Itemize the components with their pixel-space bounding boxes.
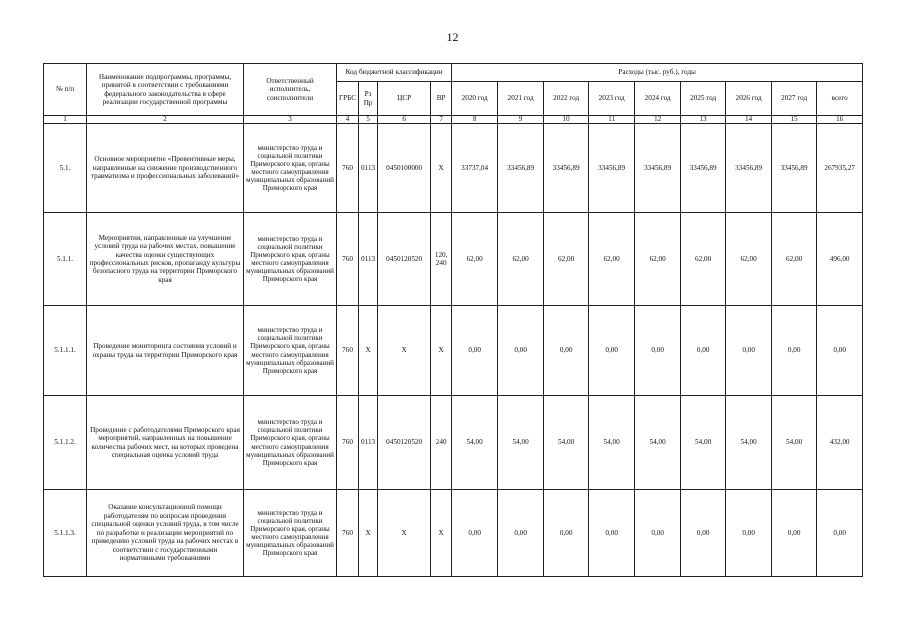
row-csr: X (378, 306, 431, 396)
row-value: 0,00 (498, 306, 544, 396)
column-number: 7 (431, 116, 452, 124)
row-vr: 240 (431, 396, 452, 490)
row-value: 0,00 (452, 306, 498, 396)
row-value: 0,00 (772, 306, 817, 396)
header-budget-code: Код бюджетной классификации (337, 64, 452, 82)
row-value: 0,00 (681, 490, 726, 577)
header-executor: Ответственный исполнитель, соисполнители (244, 64, 337, 116)
row-grbs: 760 (337, 124, 359, 213)
row-value: 54,00 (498, 396, 544, 490)
column-number: 8 (452, 116, 498, 124)
row-value: 33456,89 (498, 124, 544, 213)
row-number: 5.1.1.1. (44, 306, 87, 396)
row-value: 0,00 (498, 490, 544, 577)
row-vr: X (431, 306, 452, 396)
row-rzpr: 0113 (359, 396, 378, 490)
row-name: Основное мероприятие «Превентивные меры, направленные на снижение производственного травматизма и профессиональных заболеваний» (87, 124, 244, 213)
row-value: 54,00 (726, 396, 772, 490)
header-row-1 (44, 64, 863, 82)
row-rzpr: X (359, 490, 378, 577)
row-value: 0,00 (635, 490, 681, 577)
row-vr: X (431, 490, 452, 577)
row-value: 0,00 (589, 490, 635, 577)
row-executor: министерство труда и социальной политики Приморского края, органы местного самоуправления муниципальных образований Приморского края (244, 490, 337, 577)
header-year: 2021 год (498, 82, 544, 116)
row-value: 54,00 (544, 396, 589, 490)
row-value: 0,00 (452, 490, 498, 577)
row-name: Проведение мониторинга состояния условий и охраны труда на территории Приморского края (87, 306, 244, 396)
row-executor: министерство труда и социальной политики Приморского края, органы местного самоуправления муниципальных образований Приморского края (244, 124, 337, 213)
row-value: 62,00 (544, 213, 589, 306)
page-number: 12 (446, 30, 459, 44)
column-number: 10 (544, 116, 589, 124)
row-value: 33737,04 (452, 124, 498, 213)
column-number: 9 (498, 116, 544, 124)
row-number: 5.1.1.2. (44, 396, 87, 490)
row-value: 33456,89 (772, 124, 817, 213)
row-value: 62,00 (681, 213, 726, 306)
row-value: 0,00 (726, 306, 772, 396)
row-value: 54,00 (452, 396, 498, 490)
row-total: 267935,27 (817, 124, 863, 213)
row-value: 33456,89 (544, 124, 589, 213)
column-number: 1 (44, 116, 87, 124)
row-executor: министерство труда и социальной политики Приморского края, органы местного самоуправления муниципальных образований Приморского края (244, 396, 337, 490)
row-total: 496,00 (817, 213, 863, 306)
row-value: 0,00 (544, 306, 589, 396)
table-row (44, 124, 863, 213)
row-executor: министерство труда и социальной политики Приморского края, органы местного самоуправления муниципальных образований Приморского края (244, 306, 337, 396)
row-grbs: 760 (337, 306, 359, 396)
row-value: 0,00 (681, 306, 726, 396)
column-number: 2 (87, 116, 244, 124)
row-vr: X (431, 124, 452, 213)
row-name: Оказание консультационной помощи работодателям по вопросам проведения специальной оценки условий труда, в том числе по разработке и реализации мероприятий по приведению условий труда на рабочих местах в соответствии с государственными нормативными требованиями (87, 490, 244, 577)
header-grbs: ГРБС (337, 82, 359, 116)
row-executor: министерство труда и социальной политики Приморского края, органы местного самоуправления муниципальных образований Приморского края (244, 213, 337, 306)
column-number: 14 (726, 116, 772, 124)
row-value: 0,00 (544, 490, 589, 577)
column-number: 16 (817, 116, 863, 124)
column-number: 4 (337, 116, 359, 124)
row-value: 54,00 (772, 396, 817, 490)
row-value: 33456,89 (589, 124, 635, 213)
table-row (44, 396, 863, 490)
row-value: 54,00 (589, 396, 635, 490)
header-rzpr: Рз Пр (359, 82, 378, 116)
row-value: 62,00 (452, 213, 498, 306)
row-csr: 0450120520 (378, 213, 431, 306)
row-name: Мероприятия, направленные на улучшение условий труда на рабочих местах, повышение качества оценки существующих профессиональных рисков, пропаганду культуры безопасного труда на территории Приморского края (87, 213, 244, 306)
header-total: всего (817, 82, 863, 116)
row-value: 0,00 (589, 306, 635, 396)
header-num: № п/п (44, 64, 87, 116)
header-year: 2022 год (544, 82, 589, 116)
row-value: 62,00 (772, 213, 817, 306)
row-rzpr: X (359, 306, 378, 396)
row-value: 54,00 (635, 396, 681, 490)
row-value: 62,00 (589, 213, 635, 306)
row-csr: X (378, 490, 431, 577)
row-value: 62,00 (726, 213, 772, 306)
row-grbs: 760 (337, 396, 359, 490)
row-vr: 120, 240 (431, 213, 452, 306)
column-number: 6 (378, 116, 431, 124)
header-year: 2020 год (452, 82, 498, 116)
column-number: 5 (359, 116, 378, 124)
row-number: 5.1.1. (44, 213, 87, 306)
header-vr: ВР (431, 82, 452, 116)
column-number: 13 (681, 116, 726, 124)
row-grbs: 760 (337, 213, 359, 306)
header-year: 2023 год (589, 82, 635, 116)
row-number: 5.1. (44, 124, 87, 213)
row-rzpr: 0113 (359, 213, 378, 306)
row-number: 5.1.1.3. (44, 490, 87, 577)
table-row (44, 213, 863, 306)
row-value: 0,00 (726, 490, 772, 577)
column-number: 3 (244, 116, 337, 124)
column-number: 15 (772, 116, 817, 124)
row-value: 33456,89 (726, 124, 772, 213)
header-year: 2026 год (726, 82, 772, 116)
budget-table (43, 63, 863, 577)
header-name: Наименование подпрограммы, программы, принятой в соответствии с требованиями федерального законодательства в сфере реализации государственной программы (87, 64, 244, 116)
table-row (44, 490, 863, 577)
header-year: 2027 год (772, 82, 817, 116)
header-expenses: Расходы (тыс. руб.), годы (452, 64, 863, 82)
column-number: 12 (635, 116, 681, 124)
row-value: 54,00 (681, 396, 726, 490)
row-rzpr: 0113 (359, 124, 378, 213)
column-number: 11 (589, 116, 635, 124)
row-csr: 0450120520 (378, 396, 431, 490)
header-year: 2025 год (681, 82, 726, 116)
row-csr: 0450100000 (378, 124, 431, 213)
row-value: 0,00 (772, 490, 817, 577)
row-total: 0,00 (817, 490, 863, 577)
row-name: Проведение с работодателями Приморского края мероприятий, направленных на повышение количества рабочих мест, на которых проведена специальная оценка условий труда (87, 396, 244, 490)
row-grbs: 760 (337, 490, 359, 577)
row-value: 62,00 (635, 213, 681, 306)
row-value: 0,00 (635, 306, 681, 396)
row-value: 62,00 (498, 213, 544, 306)
header-year: 2024 год (635, 82, 681, 116)
table-row (44, 306, 863, 396)
row-total: 432,00 (817, 396, 863, 490)
row-total: 0,00 (817, 306, 863, 396)
row-value: 33456,89 (635, 124, 681, 213)
header-csr: ЦСР (378, 82, 431, 116)
column-numbers-row (44, 116, 863, 124)
row-value: 33456,89 (681, 124, 726, 213)
